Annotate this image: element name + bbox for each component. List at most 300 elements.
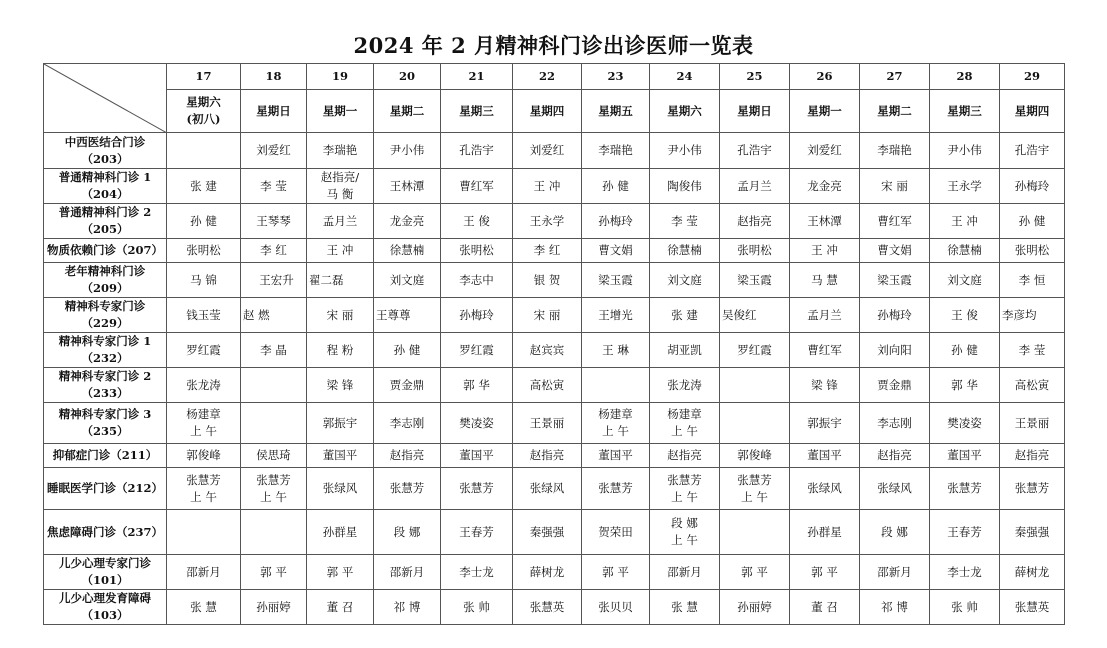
clinic-row [44,444,1065,468]
clinic-room: （101） [81,573,129,587]
date-header: 27 [860,64,930,90]
doctor-name: 郭 平 [326,564,354,579]
weekday-label: 星期三 [947,103,982,118]
doctor-cell [930,468,1000,510]
doctor-name: 张 建 [190,178,217,193]
doctor-cell [441,403,513,444]
weekday-label: 星期四 [529,103,565,118]
doctor-cell [441,239,513,263]
doctor-cell [513,368,582,403]
doctor-cell [720,204,790,239]
clinic-row [44,204,1065,239]
diagonal-line [44,64,167,133]
doctor-cell [790,403,860,444]
doctor-name: 孙 健 [1018,213,1046,228]
doctor-cell [441,468,513,510]
doctor-name: 郭 华 [951,377,978,392]
doctor-cell [1000,403,1065,444]
doctor-cell [650,169,720,204]
doctor-cell [1000,133,1065,169]
doctor-cell [1000,590,1065,625]
doctor-name: 孔浩宇 [459,143,494,157]
clinic-name: 儿少心理发育障碍 [59,591,151,605]
doctor-cell [930,133,1000,169]
doctor-name: 马 慧 [811,272,838,287]
doctor-name: 段 娜 [393,524,421,539]
doctor-name: 张贝贝 [598,599,633,614]
weekday-label: 星期六 [186,95,221,109]
doctor-cell [441,204,513,239]
weekday-label: 星期六 [667,103,702,118]
doctor-name: 徐慧楠 [947,243,982,257]
doctor-name: 梁 锋 [326,377,354,392]
clinic-name-cell [44,333,167,368]
doctor-name: 梁玉霞 [737,272,772,287]
doctor-name: 刘文庭 [667,272,702,287]
doctor-name: 刘向阳 [877,342,912,357]
doctor-cell [930,204,1000,239]
doctor-cell [720,298,790,333]
doctor-cell [441,368,513,403]
doctor-name: 王宏升 [259,272,294,287]
doctor-name: 邵新月 [877,564,912,579]
doctor-cell [860,368,930,403]
doctor-cell [374,468,441,510]
doctor-cell [513,590,582,625]
doctor-name: 王 冲 [326,243,354,257]
weekday-header [307,90,374,133]
doctor-cell [441,444,513,468]
clinic-row [44,468,1065,510]
doctor-name: 尹小伟 [947,143,982,157]
doctor-cell [241,510,307,555]
weekday-header [241,90,307,133]
doctor-name: 薛树龙 [1014,564,1050,579]
doctor-name: 董国平 [807,448,842,462]
doctor-cell [1000,204,1065,239]
doctor-name: 高松寅 [529,377,565,392]
doctor-cell [441,298,513,333]
doctor-cell [513,204,582,239]
doctor-name: 赵指亮 [529,448,565,462]
doctor-name: 张 慧 [190,599,217,614]
doctor-name: 董国平 [598,448,633,462]
doctor-name: 马 锦 [190,272,217,287]
doctor-cell [167,555,241,590]
doctor-name: 郭 平 [811,564,838,579]
doctor-cell [650,298,720,333]
clinic-name-cell [44,403,167,444]
doctor-cell [1000,333,1065,368]
doctor-cell [167,239,241,263]
doctor-name: 孙梅玲 [877,307,912,322]
doctor-name: 郭振宇 [322,415,358,430]
doctor-cell [790,590,860,625]
session-note: 上 午 [671,424,698,438]
corner-diagonal-cell [44,64,167,133]
clinic-room: （209） [81,281,129,295]
clinic-name: 精神科专家门诊 3 [58,407,152,421]
clinic-row [44,510,1065,555]
doctor-name: 王 俊 [463,213,490,228]
doctor-name: 赵指亮 [737,213,772,228]
doctor-cell [1000,239,1065,263]
doctor-name: 孙梅玲 [598,213,633,228]
clinic-name-cell [44,204,167,239]
doctor-name: 梁玉霞 [877,272,912,287]
doctor-name: 段 娜 [671,516,698,530]
doctor-cell [241,403,307,444]
doctor-name: 孟月兰 [807,307,842,322]
doctor-cell [241,444,307,468]
doctor-name: 郭 平 [260,564,287,579]
doctor-cell [374,555,441,590]
doctor-cell [650,263,720,298]
weekday-header [513,90,582,133]
clinic-room: （103） [81,608,129,622]
doctor-cell [790,263,860,298]
doctor-name: 王 俊 [951,307,978,322]
doctor-name: 李 恒 [1018,272,1046,287]
doctor-name: 翟二磊 [309,272,344,287]
doctor-name: 孙梅玲 [459,307,494,322]
date-header: 21 [441,64,513,90]
doctor-name: 曹文娟 [598,243,633,257]
doctor-name: 王 冲 [951,213,978,228]
session-note: 上 午 [190,489,217,504]
doctor-name: 樊凌姿 [947,415,982,430]
weekday-label: 星期日 [737,103,772,118]
doctor-name: 罗红霞 [186,342,221,357]
doctor-name: 刘爱红 [807,143,842,157]
doctor-name: 王尊尊 [376,307,411,322]
doctor-cell [374,298,441,333]
doctor-name: 李 晶 [260,342,287,357]
doctor-name: 王 冲 [533,178,561,193]
doctor-cell [241,239,307,263]
doctor-name: 刘爱红 [256,143,291,157]
doctor-cell [720,368,790,403]
doctor-cell [790,444,860,468]
doctor-cell [790,133,860,169]
doctor-name: 王永学 [947,178,982,193]
doctor-name: 徐慧楠 [389,243,425,257]
doctor-cell [860,239,930,263]
session-note: 上 午 [671,489,698,504]
doctor-cell [860,555,930,590]
date-header: 18 [241,64,307,90]
date-header: 19 [307,64,374,90]
doctor-name: 郭振宇 [807,415,842,430]
doctor-cell [167,368,241,403]
doctor-cell [582,444,650,468]
clinic-row [44,555,1065,590]
weekday-header [650,90,720,133]
doctor-name: 罗红霞 [459,342,494,357]
doctor-name: 曹红军 [877,213,912,228]
doctor-cell [241,133,307,169]
doctor-cell [374,590,441,625]
doctor-name: 李彦均 [1002,307,1037,322]
doctor-name: 张慧芳 [256,472,291,487]
doctor-name: 王 琳 [602,342,629,357]
doctor-cell [582,204,650,239]
doctor-cell [582,263,650,298]
clinic-row [44,169,1065,204]
doctor-cell [513,169,582,204]
doctor-cell [513,510,582,555]
doctor-cell [860,510,930,555]
doctor-cell [582,133,650,169]
doctor-name: 张 帅 [463,599,490,614]
doctor-name: 郭俊峰 [186,448,221,462]
clinic-name-cell [44,263,167,298]
lunar-date-label: (初八) [186,112,221,126]
doctor-name: 张慧芳 [737,472,772,487]
doctor-cell [860,590,930,625]
doctor-name: 李 莹 [260,178,287,193]
doctor-cell [650,403,720,444]
clinic-name: 抑郁症门诊（211） [52,448,158,462]
doctor-cell [720,510,790,555]
clinic-name-cell [44,133,167,169]
doctor-name: 李瑞艳 [877,143,912,157]
doctor-cell [167,444,241,468]
weekday-label: 星期二 [389,103,425,118]
doctor-name: 赵指亮 [1014,448,1050,462]
doctor-name: 王林潭 [807,213,842,228]
doctor-name: 秦强强 [1014,524,1050,539]
clinic-name-cell [44,368,167,403]
clinic-name: 普通精神科门诊 2 [58,205,152,219]
doctor-name: 孙群星 [807,524,842,539]
doctor-name: 郭俊峰 [737,448,772,462]
doctor-cell [374,169,441,204]
doctor-name: 郭 平 [602,564,629,579]
doctor-name: 秦强强 [529,524,565,539]
date-header: 26 [790,64,860,90]
weekday-header [441,90,513,133]
doctor-cell [441,263,513,298]
date-header: 23 [582,64,650,90]
doctor-name: 宋 丽 [326,307,354,322]
doctor-name: 孙丽婷 [256,599,291,614]
doctor-cell [790,239,860,263]
doctor-cell [1000,555,1065,590]
clinic-name-cell [44,444,167,468]
doctor-name: 刘文庭 [947,272,982,287]
doctor-name: 邵新月 [186,564,221,579]
doctor-cell [513,298,582,333]
doctor-cell [441,133,513,169]
doctor-name: 曹红军 [459,178,494,193]
weekday-label: 星期五 [598,103,633,118]
doctor-cell [582,468,650,510]
doctor-cell [241,263,307,298]
doctor-cell [307,204,374,239]
doctor-cell [513,263,582,298]
doctor-name: 孙 健 [393,342,421,357]
doctor-name: 刘文庭 [389,272,425,287]
doctor-cell [374,333,441,368]
doctor-name: 邵新月 [667,564,702,579]
doctor-cell [241,590,307,625]
doctor-cell [307,169,374,204]
clinic-room: （232） [81,351,129,365]
doctor-name: 孟月兰 [322,213,358,228]
doctor-name: 张 建 [671,307,698,322]
doctor-cell [513,133,582,169]
doctor-cell [374,444,441,468]
doctor-name: 侯思琦 [256,448,291,462]
doctor-name: 张 慧 [671,599,698,614]
doctor-cell [241,169,307,204]
doctor-cell [241,333,307,368]
doctor-cell [720,403,790,444]
weekday-header [582,90,650,133]
clinic-row [44,333,1065,368]
doctor-cell [650,133,720,169]
doctor-name: 李 红 [533,243,561,257]
doctor-cell [860,263,930,298]
doctor-cell [650,239,720,263]
doctor-cell [582,298,650,333]
doctor-cell [307,133,374,169]
doctor-cell [790,333,860,368]
doctor-cell [582,510,650,555]
doctor-cell [930,444,1000,468]
doctor-cell [167,510,241,555]
doctor-name: 高松寅 [1014,377,1050,392]
doctor-name: 张明松 [459,243,494,257]
doctor-name: 孟月兰 [737,178,772,193]
doctor-cell [167,333,241,368]
doctor-name: 张龙涛 [186,377,221,392]
doctor-name: 祁 博 [881,599,908,614]
doctor-cell [930,239,1000,263]
doctor-name: 李志刚 [877,415,912,430]
doctor-name: 张绿风 [807,481,842,495]
doctor-cell [860,333,930,368]
clinic-name: 物质依赖门诊（207） [46,243,163,257]
clinic-row [44,133,1065,169]
doctor-name: 王春芳 [459,524,494,539]
doctor-name: 贾金鼎 [877,377,912,392]
doctor-name: 李志中 [459,272,494,287]
doctor-cell [650,333,720,368]
doctor-cell [513,444,582,468]
doctor-cell [720,555,790,590]
clinic-room: （203） [81,151,129,166]
doctor-name: 孔浩宇 [737,143,772,157]
clinic-name: 精神科专家门诊 1 [58,334,152,348]
clinic-name-cell [44,555,167,590]
date-header: 25 [720,64,790,90]
doctor-cell [1000,444,1065,468]
doctor-cell [513,468,582,510]
clinic-row [44,368,1065,403]
doctor-cell [582,333,650,368]
doctor-cell [650,368,720,403]
session-note: 上 午 [602,424,629,438]
clinic-name: 精神科专家门诊 [64,299,146,313]
doctor-cell [374,510,441,555]
doctor-name: 贺荣田 [598,524,633,539]
doctor-cell [720,444,790,468]
clinic-name: 睡眠医学门诊（212） [46,481,163,495]
weekday-header [720,90,790,133]
weekday-header [930,90,1000,133]
doctor-cell [241,298,307,333]
doctor-cell [374,263,441,298]
doctor-cell [441,333,513,368]
doctor-cell [860,169,930,204]
doctor-cell [374,133,441,169]
doctor-name: 薛树龙 [529,564,565,579]
clinic-name-cell [44,590,167,625]
session-note: 上 午 [190,424,217,438]
doctor-cell [513,555,582,590]
date-header: 24 [650,64,720,90]
doctor-cell [307,555,374,590]
doctor-cell [307,368,374,403]
doctor-cell [241,555,307,590]
clinic-room: （229） [81,316,129,330]
doctor-name: 赵宾宾 [529,342,565,357]
doctor-name: 杨建章 [186,407,221,421]
doctor-name: 徐慧楠 [667,243,702,257]
doctor-name: 孙丽婷 [737,599,772,614]
doctor-cell [1000,368,1065,403]
doctor-cell [930,510,1000,555]
date-header: 22 [513,64,582,90]
doctor-cell [1000,468,1065,510]
doctor-name: 银 贺 [533,272,561,287]
doctor-cell [167,204,241,239]
date-header: 17 [167,64,241,90]
doctor-name: 张慧芳 [1014,481,1050,495]
clinic-name-cell [44,468,167,510]
doctor-cell [930,403,1000,444]
doctor-cell [720,239,790,263]
doctor-name: 张慧芳 [186,472,221,487]
date-header: 20 [374,64,441,90]
doctor-name: 张绿风 [877,481,912,495]
session-note: 上 午 [260,489,287,504]
doctor-name: 董国平 [322,448,358,462]
doctor-cell [513,403,582,444]
clinic-room: （205） [81,222,129,236]
doctor-name: 赵指亮 [389,448,425,462]
doctor-cell [513,333,582,368]
session-note: 马 衡 [326,187,354,201]
doctor-cell [720,263,790,298]
clinic-room: （233） [81,386,129,400]
date-header: 28 [930,64,1000,90]
doctor-name: 杨建章 [598,407,633,421]
doctor-cell [790,368,860,403]
doctor-name: 樊凌姿 [459,415,494,430]
doctor-cell [582,169,650,204]
weekday-label: 星期三 [459,103,494,118]
doctor-cell [720,133,790,169]
doctor-cell [167,263,241,298]
doctor-name: 梁 锋 [811,377,838,392]
doctor-cell [790,468,860,510]
doctor-cell [167,169,241,204]
doctor-cell [241,368,307,403]
clinic-name: 精神科专家门诊 2 [58,369,152,383]
